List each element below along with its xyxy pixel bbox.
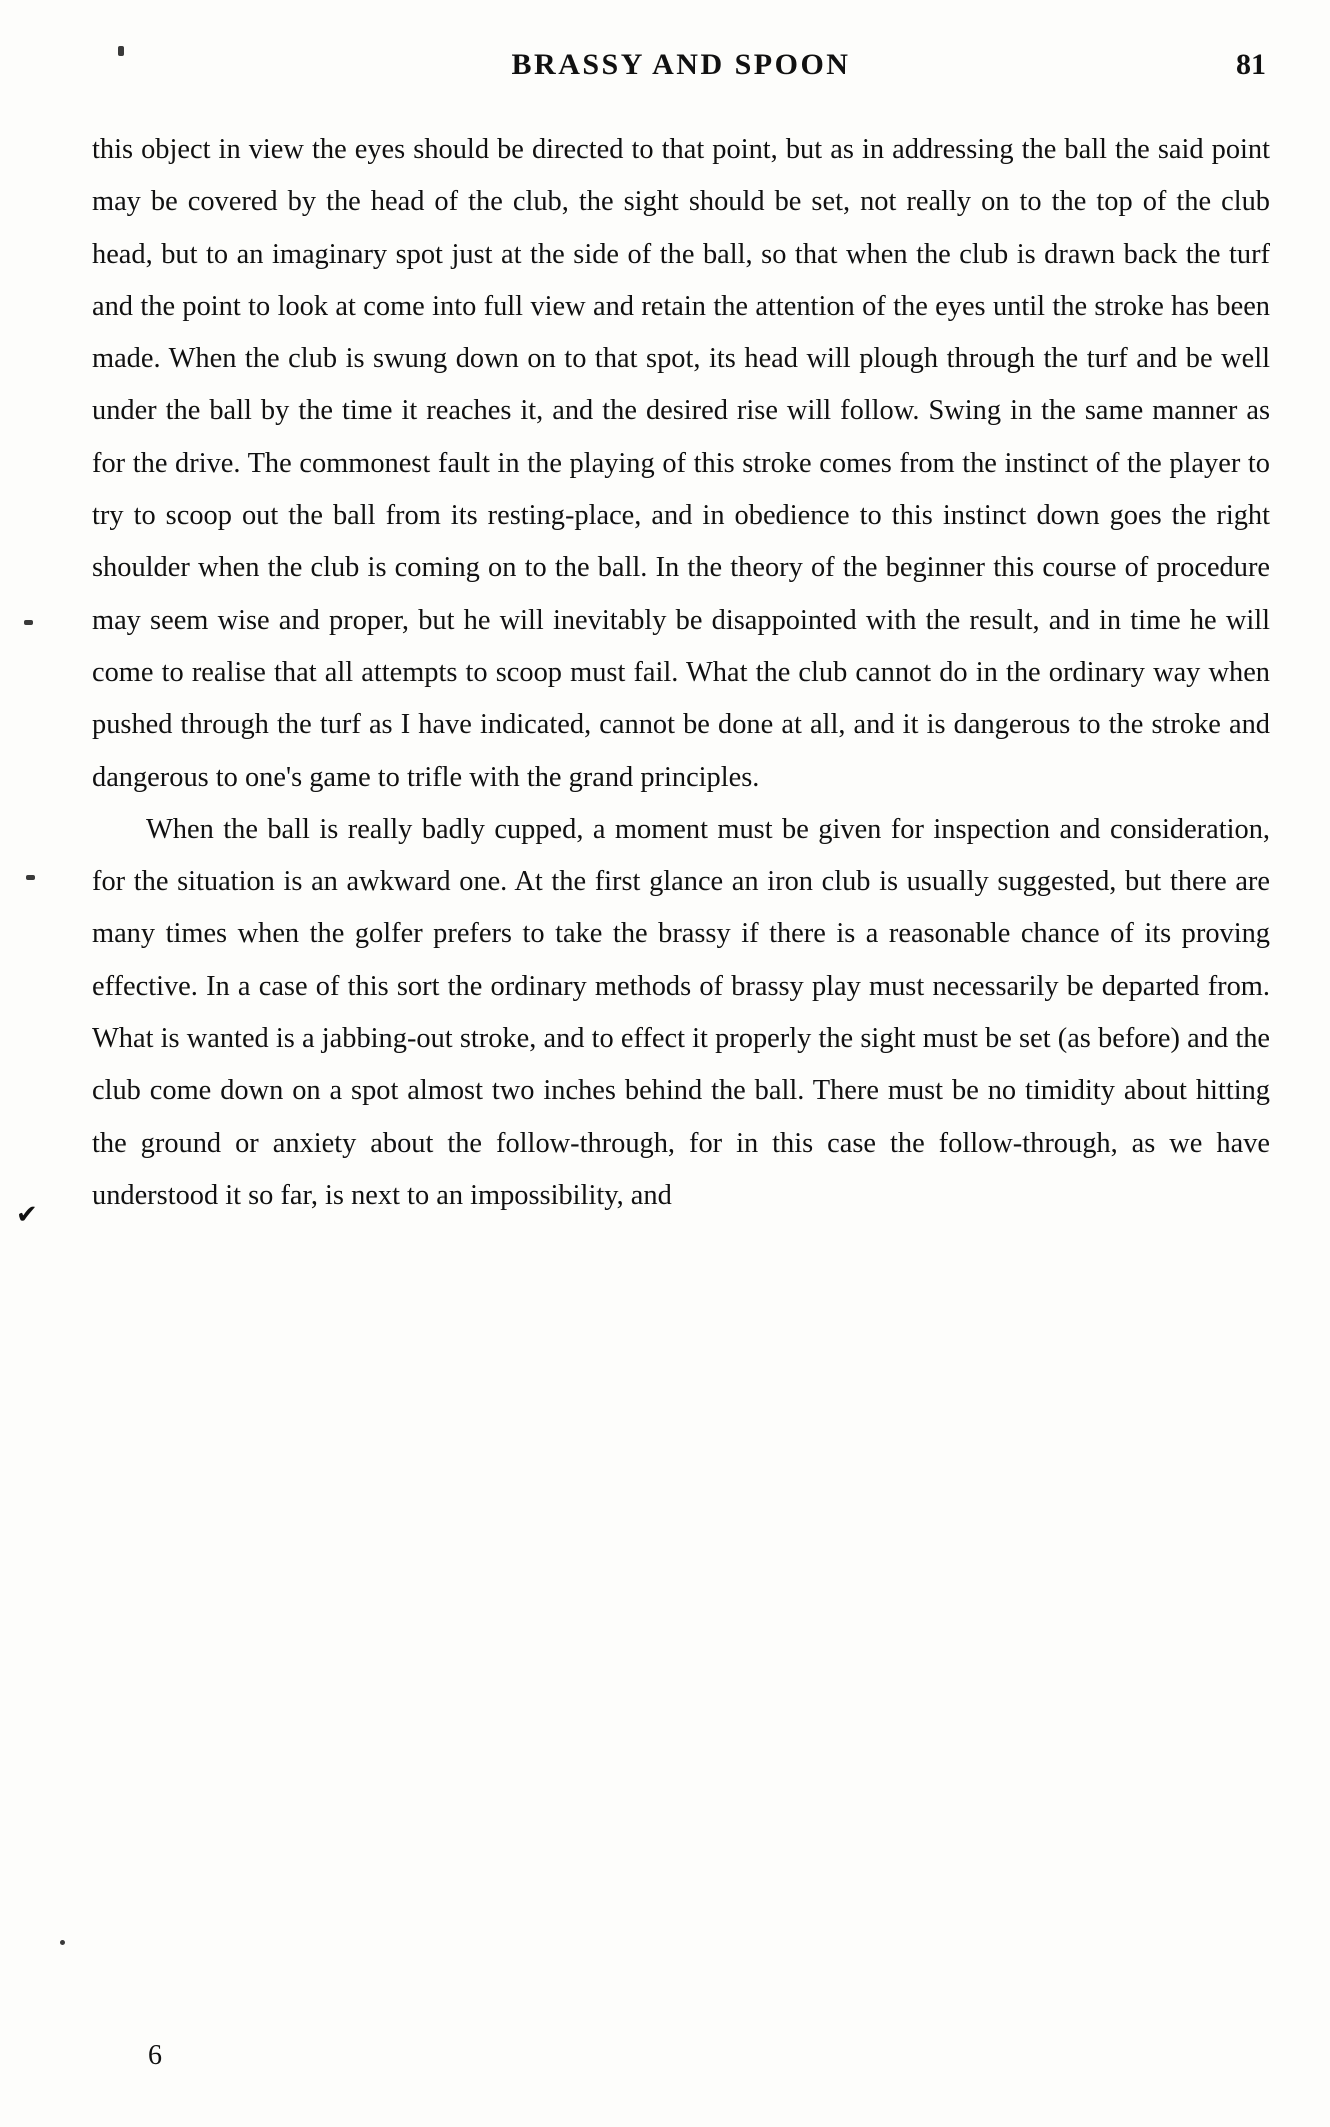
scan-speck: [24, 620, 33, 625]
margin-check-mark: ✔: [16, 1200, 38, 1229]
scan-speck: [26, 875, 35, 880]
paragraph: When the ball is really badly cupped, a moment must be given for inspection and consideration, for the situation is an awkward one. At the first glance an iron club is usually suggested, but there are many times when the golfer prefers to take the brassy if there is a reasonable chance of its proving effective. In a case of this sort the ordinary methods of brassy play must necessarily be departed from. What is wanted is a jabbing-out stroke, and to effect it properly the sight must be set (as before) and the club come down on a spot almost two inches behind the ball. There must be no timidity about hitting the ground or anxiety about the follow-through, for in this case the follow-through, as we have understood it so far, is next to an impossibility, and: [92, 813, 1270, 1211]
running-head-title: BRASSY AND SPOON: [511, 48, 851, 81]
signature-mark: 6: [148, 2040, 162, 2071]
scan-speck: [60, 1940, 65, 1945]
page-body: [92, 124, 1270, 1222]
page-number: 81: [1236, 48, 1266, 81]
page-header: [96, 48, 1266, 92]
paragraph: this object in view the eyes should be directed to that point, but as in addressing the ball the said point may be covered by the head of the club, the sight should be set, not really on to the top of the club head, but to an imaginary spot just at the side of the ball, so that when the club is drawn back the turf and the point to look at come into full view and retain the attention of the eyes until the stroke has been made. When the club is swung down on to that spot, its head will plough through the turf and be well under the ball by the time it reaches it, and the desired rise will follow. Swing in the same manner as for the drive. The commonest fault in the playing of this stroke comes from the instinct of the player to try to scoop out the ball from its resting-place, and in obedience to this instinct down goes the right shoulder when the club is coming on to the ball. In the theory of the beginner this course of procedure may seem wise and proper, but he will inevitably be disappointed with the result, and in time he will come to realise that all attempts to scoop must fail. What the club cannot do in the ordinary way when pushed through the turf as I have indicated, cannot be done at all, and it is dangerous to the stroke and dangerous to one's game to trifle with the grand principles.: [92, 134, 1270, 793]
